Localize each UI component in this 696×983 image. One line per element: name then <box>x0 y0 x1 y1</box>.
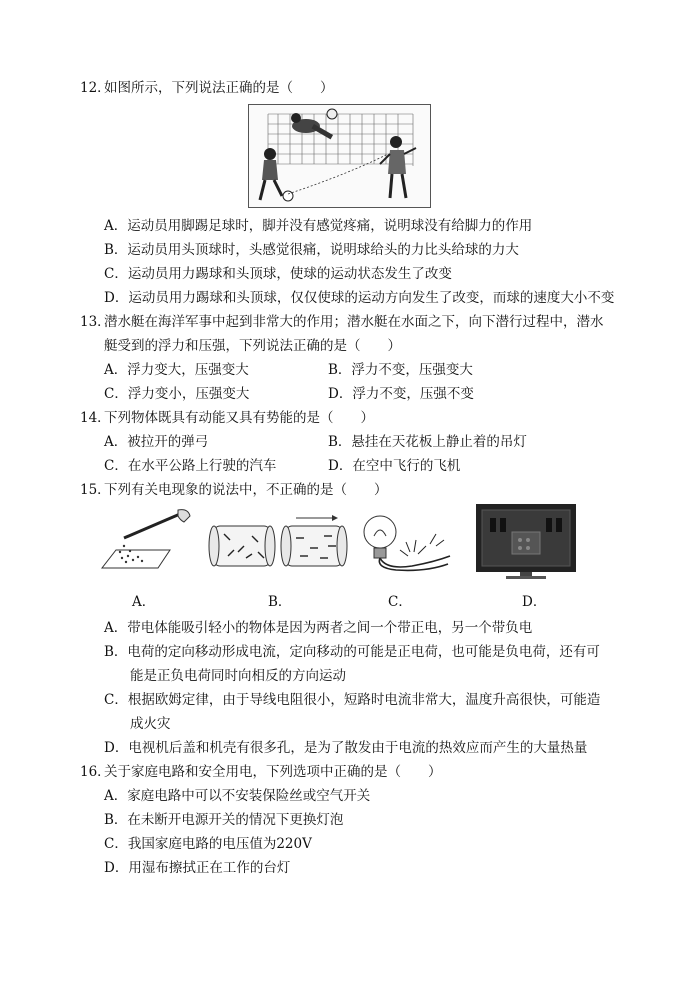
soccer-figure <box>248 104 431 208</box>
question-13-text-line2: 艇受到的浮力和压强，下列说法正确的是（ ） <box>104 338 401 354</box>
question-12-number: 12． <box>80 80 111 96</box>
charge-flow-illustration <box>208 512 348 576</box>
question-13-text-line1: 潜水艇在海洋军事中起到非常大的作用；潜水艇在水面之下，向下潜行过程中，潜水 <box>104 314 604 330</box>
question-13-stem <box>80 310 604 334</box>
question-13-option-c: C．浮力变小，压强变大 <box>104 386 250 402</box>
question-15-option-a: A．带电体能吸引轻小的物体是因为两者之间一个带正电，另一个带负电 <box>104 620 533 636</box>
figure-label-c: C． <box>388 594 412 610</box>
figure-c-short-circuit <box>356 508 454 576</box>
question-13-option-a: A．浮力变大，压强变大 <box>104 362 249 378</box>
figure-label-d: D． <box>522 594 547 610</box>
figure-d-tv-back <box>476 504 576 580</box>
question-14-text: 下列物体既具有动能又具有势能的是（ ） <box>104 410 374 426</box>
question-16-option-b: B．在未断开电源开关的情况下更换灯泡 <box>104 812 344 828</box>
question-13-number: 13． <box>80 314 111 330</box>
question-12-option-d: D．运动员用力踢球和头顶球，仅仅使球的运动方向发生了改变，而球的速度大小不变 <box>104 290 615 306</box>
charged-rod-illustration <box>100 506 192 578</box>
question-14-number: 14． <box>80 410 111 426</box>
question-16-option-a: A．家庭电路中可以不安装保险丝或空气开关 <box>104 788 371 804</box>
question-15-text: 下列有关电现象的说法中，不正确的是（ ） <box>104 482 388 498</box>
question-16-stem <box>80 760 442 784</box>
figure-label-a: A． <box>132 594 156 610</box>
question-14-option-b: B．悬挂在天花板上静止着的吊灯 <box>328 434 527 450</box>
question-14-option-c: C．在水平公路上行驶的汽车 <box>104 458 277 474</box>
question-16-option-d: D．用湿布擦拭正在工作的台灯 <box>104 860 291 876</box>
short-circuit-illustration <box>356 508 454 576</box>
question-15-option-b-line2: 能是正负电荷同时向相反的方向运动 <box>130 668 346 684</box>
question-13-option-b: B．浮力不变，压强变大 <box>328 362 473 378</box>
question-14-stem <box>80 406 374 430</box>
question-16-option-c: C．我国家庭电路的电压值为220V <box>104 836 312 852</box>
question-12-stem <box>80 76 334 100</box>
question-12-option-a: A．运动员用脚踢足球时，脚并没有感觉疼痛，说明球没有给脚力的作用 <box>104 218 533 234</box>
question-12-option-c: C．运动员用力踢球和头顶球，使球的运动状态发生了改变 <box>104 266 452 282</box>
question-15-option-b-line1: B．电荷的定向移动形成电流，定向移动的可能是正电荷，也可能是负电荷，还有可 <box>104 644 600 660</box>
question-16-number: 16． <box>80 764 111 780</box>
figure-b-charge-flow <box>208 512 348 576</box>
question-12-text: 如图所示，下列说法正确的是（ ） <box>104 80 334 96</box>
tv-back-illustration <box>476 504 576 580</box>
question-12-option-b: B．运动员用头顶球时，头感觉很痛，说明球给头的力比头给球的力大 <box>104 242 519 258</box>
question-15-number: 15． <box>80 482 111 498</box>
soccer-illustration <box>248 104 431 208</box>
question-14-option-d: D．在空中飞行的飞机 <box>328 458 461 474</box>
question-15-option-c-line1: C．根据欧姆定律，由于导线电阻很小，短路时电流非常大，温度升高很快，可能造 <box>104 692 601 708</box>
question-15-stem <box>80 478 388 502</box>
question-15-option-d: D．电视机后盖和机壳有很多孔，是为了散发由于电流的热效应而产生的大量热量 <box>104 740 588 756</box>
question-16-text: 关于家庭电路和安全用电，下列选项中正确的是（ ） <box>104 764 442 780</box>
question-15-option-c-line2: 成火灾 <box>130 716 171 732</box>
figure-a-charged-rod <box>100 506 192 578</box>
figure-label-b: B． <box>268 594 292 610</box>
question-13-option-d: D．浮力不变，压强不变 <box>328 386 474 402</box>
question-14-option-a: A．被拉开的弹弓 <box>104 434 209 450</box>
